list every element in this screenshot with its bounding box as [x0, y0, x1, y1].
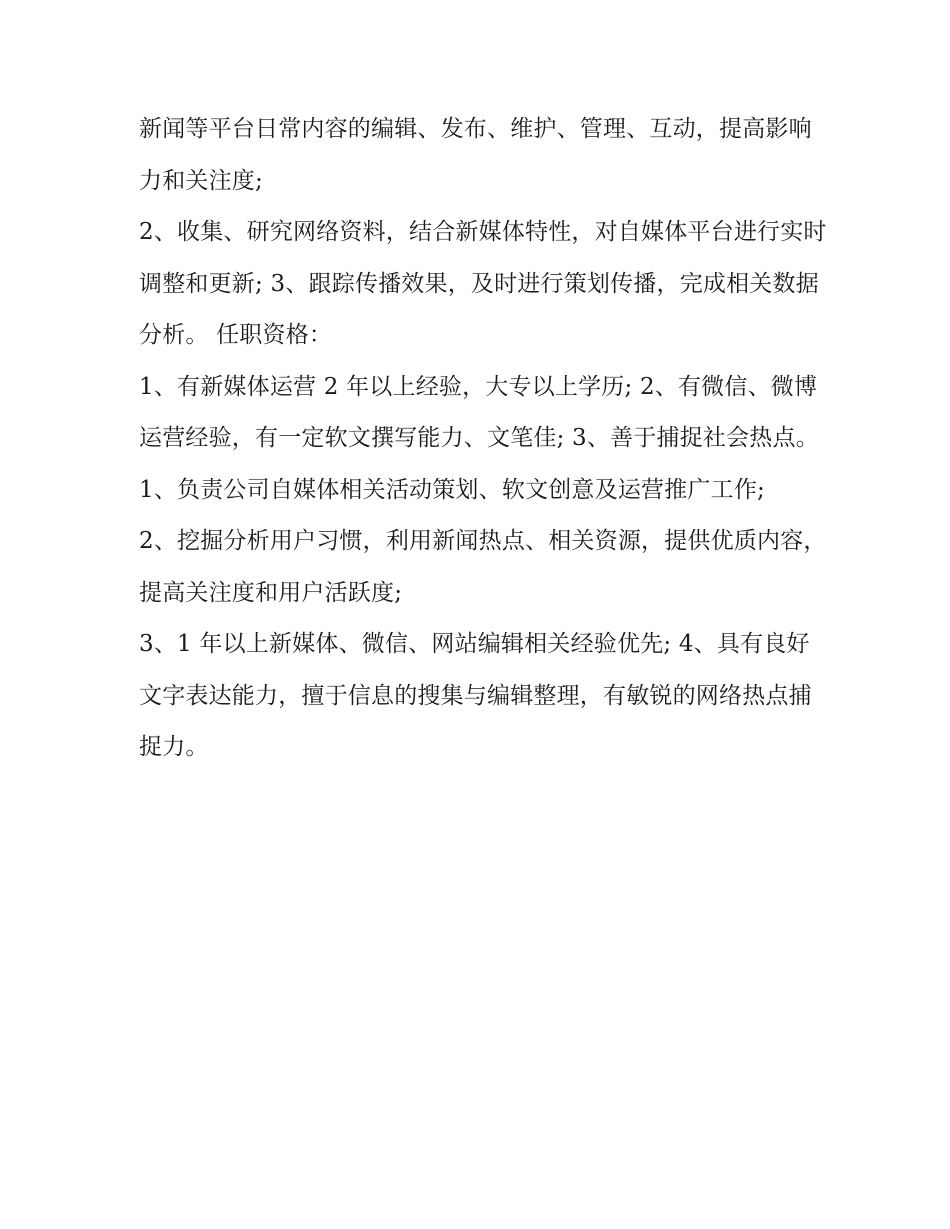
document-body [139, 104, 829, 774]
paragraph-qualifications: 1、有新媒体运营 2 年以上经验，大专以上学历; 2、有微信、微博运营经验，有一定软文撰写能力、文笔佳; 3、善于捕捉社会热点。 [139, 373, 819, 451]
paragraph-responsibilities-continued: 新闻等平台日常内容的编辑、发布、维护、管理、互动，提高影响力和关注度; [139, 116, 812, 194]
paragraph-responsibilities-2-3: 2、收集、研究网络资料，结合新媒体特性，对自媒体平台进行实时调整和更新; 3、跟踪传播效果，及时进行策划传播，完成相关数据分析。 任职资格： [139, 219, 827, 348]
paragraph-duty-1: 1、负责公司自媒体相关活动策划、软文创意及运营推广工作; [139, 476, 765, 503]
paragraph-duty-2: 2、挖掘分析用户习惯，利用新闻热点、相关资源，提供优质内容，提高关注度和用户活跃度; [139, 528, 827, 606]
paragraph-duty-3-4: 3、1 年以上新媒体、微信、网站编辑相关经验优先; 4、具有良好文字表达能力，擅于信息的搜集与编辑整理，有敏锐的网络热点捕捉力。 [139, 631, 812, 760]
